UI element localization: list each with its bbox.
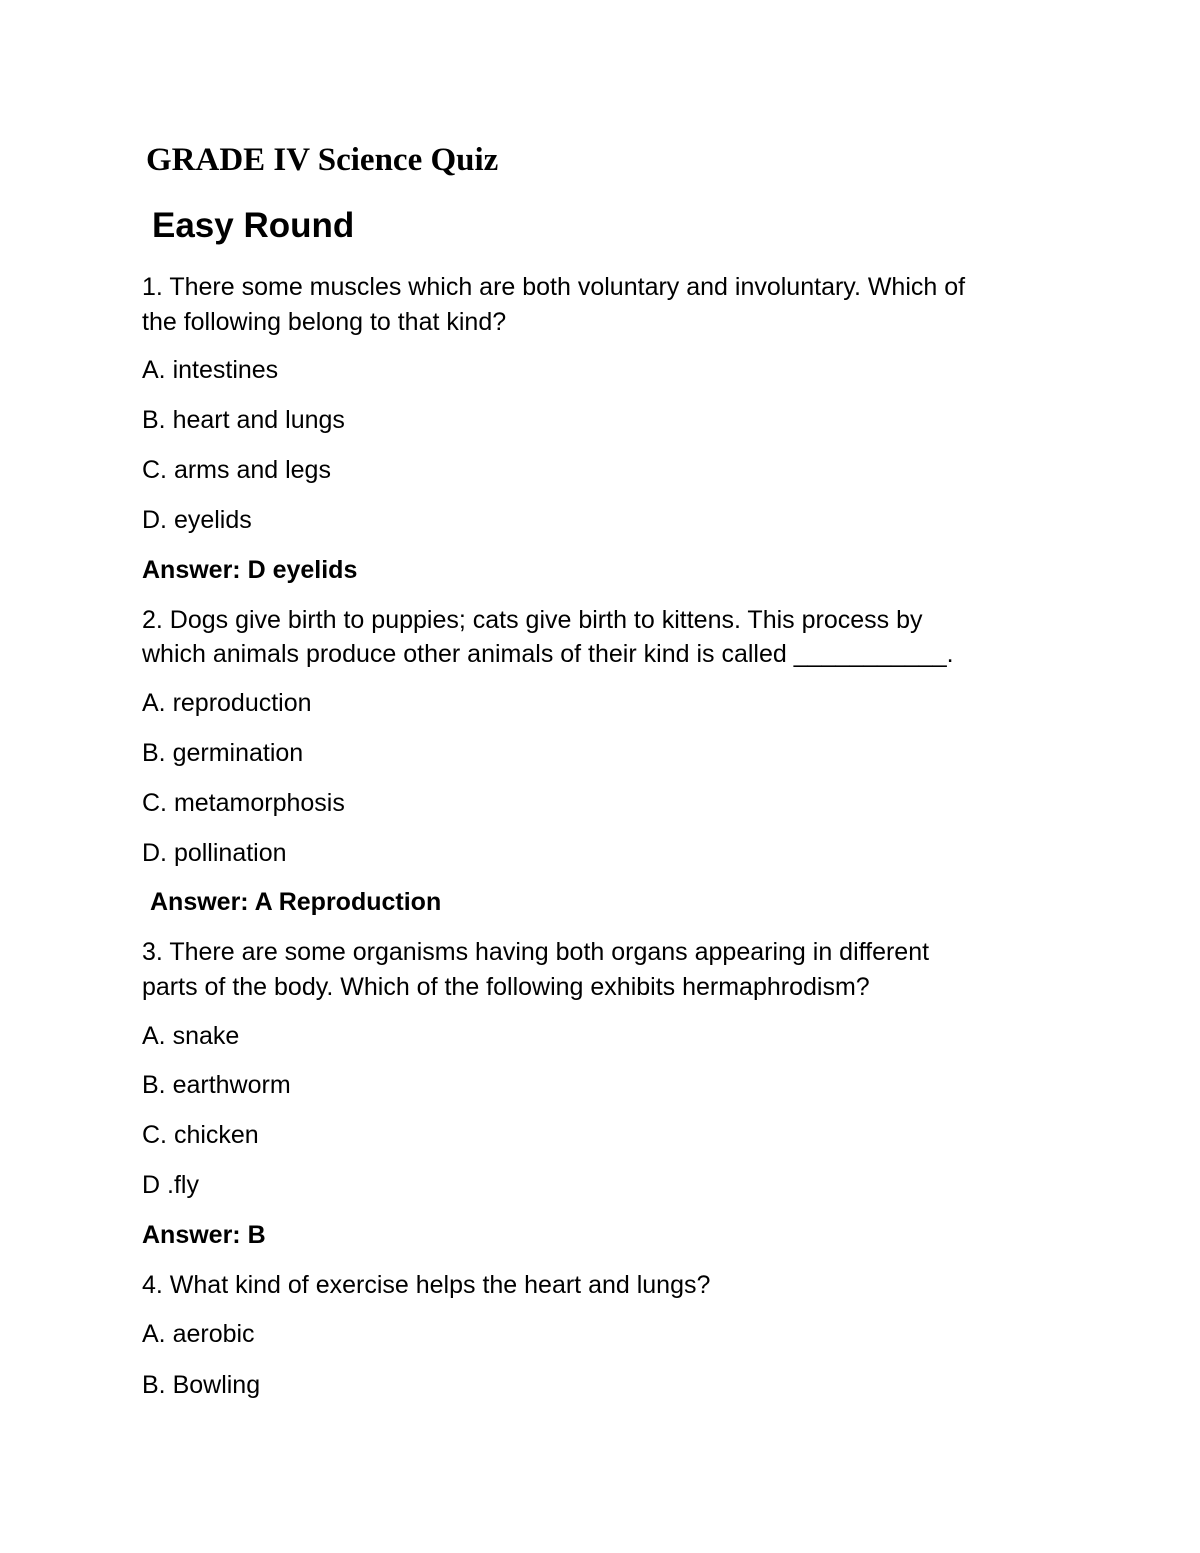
question-1-text-line-2: the following belong to that kind? [142, 308, 507, 336]
question-4-text-line-1: 4. What kind of exercise helps the heart and lungs? [142, 1271, 711, 1299]
question-3-option-a: A. snake [142, 1022, 240, 1050]
round-heading: Easy Round [152, 206, 355, 245]
question-2-option-c: C. metamorphosis [142, 789, 345, 817]
question-3-option-d: D .fly [142, 1171, 199, 1199]
question-3-answer: Answer: B [142, 1221, 266, 1249]
question-1-option-b: B. heart and lungs [142, 406, 345, 434]
question-3-option-b: B. earthworm [142, 1071, 291, 1099]
quiz-title: GRADE IV Science Quiz [146, 142, 499, 178]
question-1-option-c: C. arms and legs [142, 456, 331, 484]
question-1-answer: Answer: D eyelids [142, 556, 358, 584]
question-1-text-line-1: 1. There some muscles which are both voluntary and involuntary. Which of [142, 273, 966, 301]
question-2-option-b: B. germination [142, 739, 304, 767]
question-2-text-line-1: 2. Dogs give birth to puppies; cats give birth to kittens. This process by [142, 606, 923, 634]
question-3-text-line-1: 3. There are some organisms having both organs appearing in different [142, 938, 930, 966]
question-4-option-a: A. aerobic [142, 1320, 255, 1348]
question-2-answer: Answer: A Reproduction [150, 888, 442, 916]
question-4-option-b: B. Bowling [142, 1371, 261, 1399]
question-2-option-d: D. pollination [142, 839, 287, 867]
question-2-option-a: A. reproduction [142, 689, 312, 717]
question-3-option-c: C. chicken [142, 1121, 259, 1149]
question-1-option-a: A. intestines [142, 356, 279, 384]
question-1-option-d: D. eyelids [142, 506, 252, 534]
question-3-text-line-2: parts of the body. Which of the following exhibits hermaphrodism? [142, 973, 870, 1001]
question-2-text-line-2: which animals produce other animals of their kind is called ___________. [142, 640, 954, 668]
